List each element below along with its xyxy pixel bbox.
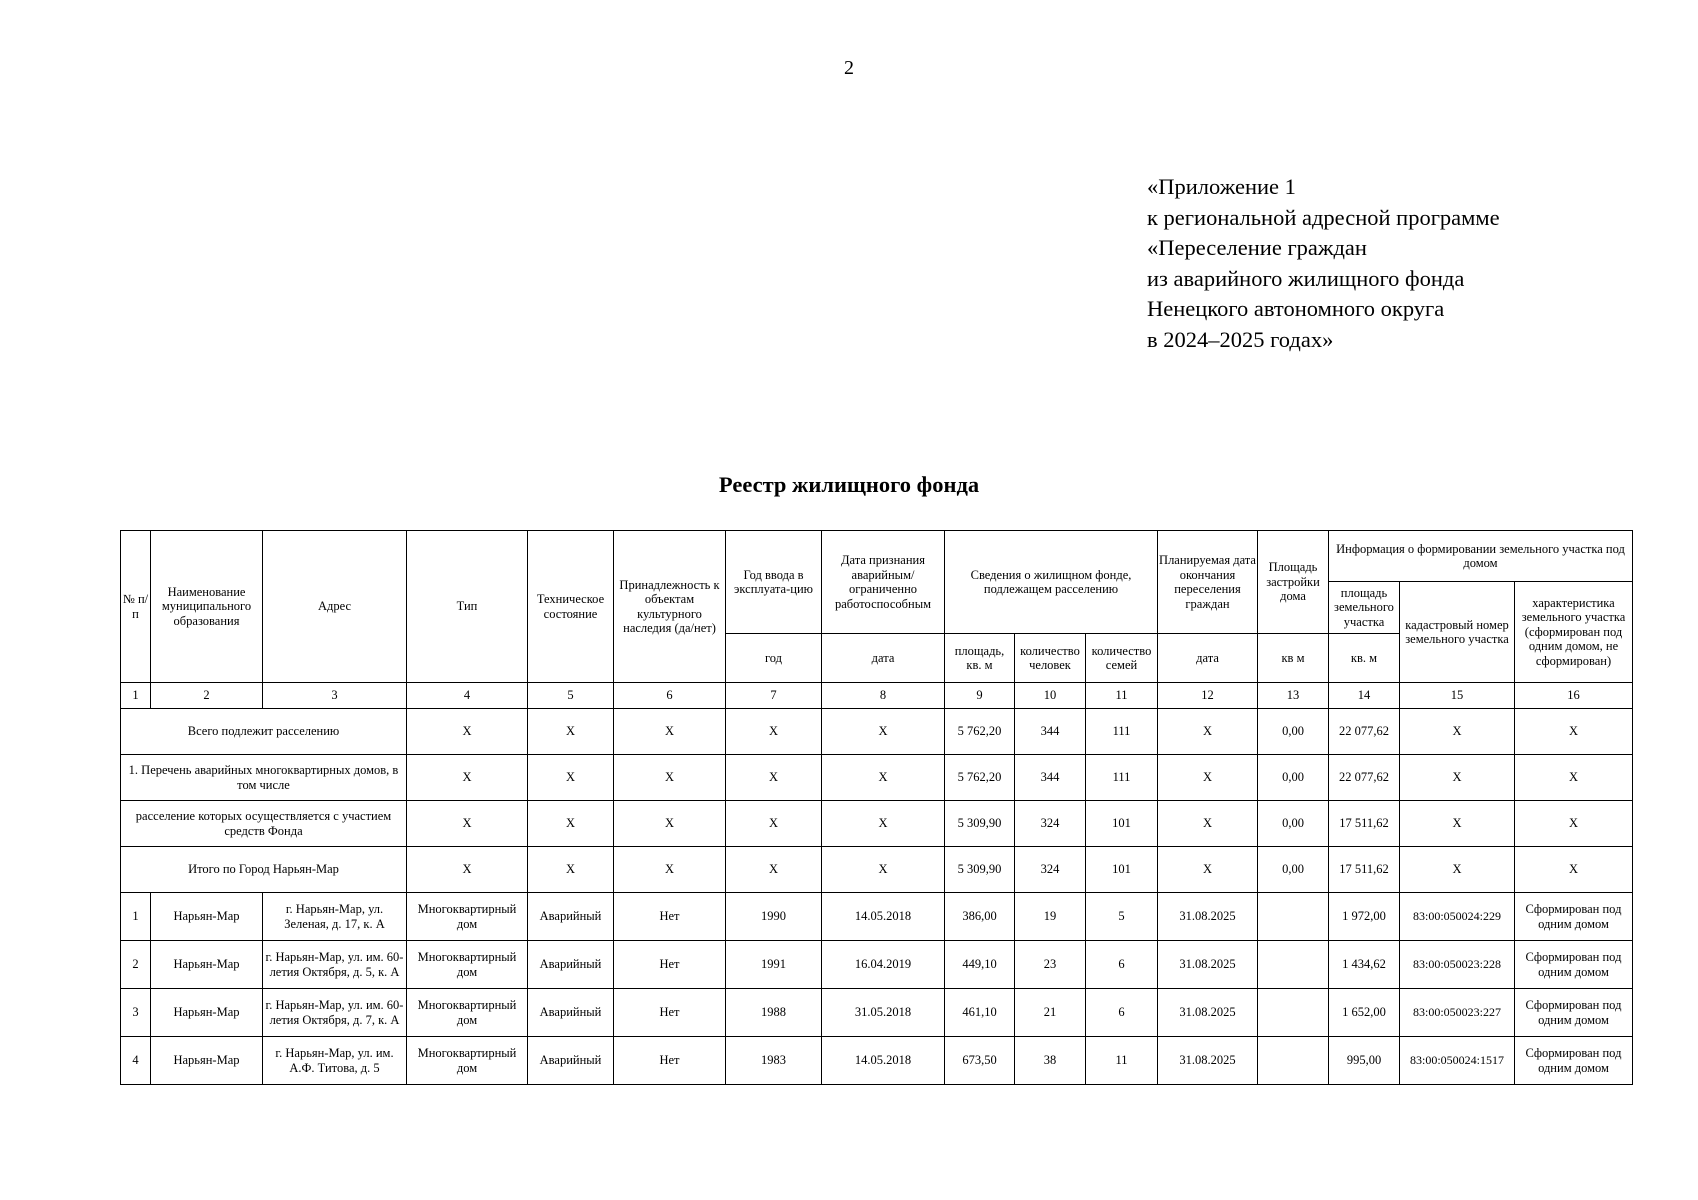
table-row [121, 941, 1633, 989]
row-date: 14.05.2018 [822, 1037, 945, 1085]
summary-cell: X [528, 709, 614, 755]
header-heritage: Принадлежность к объектам культурного наследия (да/нет) [614, 531, 726, 683]
table-row [121, 893, 1633, 941]
header-emergency-date-unit: дата [822, 634, 945, 683]
row-building-area [1258, 941, 1329, 989]
column-number: 12 [1158, 683, 1258, 709]
header-condition: Техническое состояние [528, 531, 614, 683]
table-body [121, 709, 1633, 1085]
summary-cell: 101 [1086, 847, 1158, 893]
summary-cell: 0,00 [1258, 755, 1329, 801]
summary-cell: X [1158, 755, 1258, 801]
summary-label: Всего подлежит расселению [121, 709, 407, 755]
column-number: 16 [1515, 683, 1633, 709]
column-number: 11 [1086, 683, 1158, 709]
row-address: г. Нарьян-Мар, ул. им. А.Ф. Титова, д. 5 [263, 1037, 407, 1085]
row-municipality: Нарьян-Мар [151, 893, 263, 941]
summary-cell: X [407, 801, 528, 847]
header-people: количество человек [1015, 634, 1086, 683]
summary-cell: X [726, 755, 822, 801]
row-people: 21 [1015, 989, 1086, 1037]
row-area: 449,10 [945, 941, 1015, 989]
row-municipality: Нарьян-Мар [151, 941, 263, 989]
appendix-caption [1147, 172, 1500, 355]
row-land-char: Сформирован под одним домом [1515, 1037, 1633, 1085]
column-number: 6 [614, 683, 726, 709]
column-number: 4 [407, 683, 528, 709]
summary-cell: 17 511,62 [1329, 801, 1400, 847]
row-address: г. Нарьян-Мар, ул. им. 60-летия Октября, д. 7, к. А [263, 989, 407, 1037]
row-building-area [1258, 989, 1329, 1037]
document-title: Реестр жилищного фонда [718, 472, 980, 497]
row-condition: Аварийный [528, 941, 614, 989]
housing-registry-table [120, 530, 1633, 1085]
summary-cell: 22 077,62 [1329, 709, 1400, 755]
row-planned: 31.08.2025 [1158, 893, 1258, 941]
row-date: 14.05.2018 [822, 893, 945, 941]
summary-cell: X [407, 709, 528, 755]
summary-cell: X [1515, 709, 1633, 755]
row-condition: Аварийный [528, 989, 614, 1037]
row-planned: 31.08.2025 [1158, 989, 1258, 1037]
header-type: Тип [407, 531, 528, 683]
summary-cell: 22 077,62 [1329, 755, 1400, 801]
row-municipality: Нарьян-Мар [151, 1037, 263, 1085]
column-number: 2 [151, 683, 263, 709]
row-date: 31.05.2018 [822, 989, 945, 1037]
header-planned-date: Планируемая дата окончания переселения граждан [1158, 531, 1258, 634]
summary-cell: X [1515, 801, 1633, 847]
row-cadastral: 83:00:050024:1517 [1400, 1037, 1515, 1085]
header-land-info: Информация о формировании земельного участка под домом [1329, 531, 1633, 582]
column-number: 8 [822, 683, 945, 709]
column-number: 10 [1015, 683, 1086, 709]
row-condition: Аварийный [528, 1037, 614, 1085]
summary-row [121, 755, 1633, 801]
appendix-line: «Переселение граждан [1147, 235, 1367, 260]
summary-cell: 111 [1086, 755, 1158, 801]
summary-cell: X [726, 801, 822, 847]
summary-cell: X [1400, 801, 1515, 847]
row-cadastral: 83:00:050024:229 [1400, 893, 1515, 941]
summary-cell: X [614, 755, 726, 801]
summary-cell: X [1158, 801, 1258, 847]
table-header [121, 531, 1633, 709]
row-families: 11 [1086, 1037, 1158, 1085]
header-area: площадь, кв. м [945, 634, 1015, 683]
header-num: № п/п [121, 531, 151, 683]
summary-cell: X [528, 801, 614, 847]
header-building-area: Площадь застройки дома [1258, 531, 1329, 634]
row-land-char: Сформирован под одним домом [1515, 893, 1633, 941]
summary-row [121, 801, 1633, 847]
column-number: 3 [263, 683, 407, 709]
row-num: 1 [121, 893, 151, 941]
summary-cell: X [614, 847, 726, 893]
summary-cell: X [1158, 847, 1258, 893]
summary-cell: X [1515, 755, 1633, 801]
column-number: 1 [121, 683, 151, 709]
summary-label: Итого по Город Нарьян-Мар [121, 847, 407, 893]
summary-cell: 344 [1015, 709, 1086, 755]
row-cadastral: 83:00:050023:227 [1400, 989, 1515, 1037]
row-type: Многоквартирный дом [407, 1037, 528, 1085]
summary-cell: 101 [1086, 801, 1158, 847]
summary-cell: X [1515, 847, 1633, 893]
row-building-area [1258, 893, 1329, 941]
summary-cell: X [822, 801, 945, 847]
summary-cell: 17 511,62 [1329, 847, 1400, 893]
appendix-line: Ненецкого автономного округа [1147, 296, 1445, 321]
summary-cell: 5 762,20 [945, 709, 1015, 755]
summary-cell: 0,00 [1258, 709, 1329, 755]
summary-cell: X [1400, 847, 1515, 893]
column-number: 9 [945, 683, 1015, 709]
appendix-line: к региональной адресной программе [1147, 204, 1500, 230]
row-land-area: 1 972,00 [1329, 893, 1400, 941]
row-land-area: 1 434,62 [1329, 941, 1400, 989]
summary-cell: 0,00 [1258, 801, 1329, 847]
summary-cell: X [822, 847, 945, 893]
row-land-char: Сформирован под одним домом [1515, 941, 1633, 989]
row-heritage: Нет [614, 989, 726, 1037]
row-type: Многоквартирный дом [407, 941, 528, 989]
summary-cell: X [407, 755, 528, 801]
summary-cell: X [726, 709, 822, 755]
header-families: количество семей [1086, 634, 1158, 683]
row-planned: 31.08.2025 [1158, 1037, 1258, 1085]
row-heritage: Нет [614, 1037, 726, 1085]
summary-label: расселение которых осуществляется с участием средств Фонда [121, 801, 407, 847]
appendix-line: «Приложение 1 [1147, 174, 1296, 199]
summary-row [121, 847, 1633, 893]
column-number: 5 [528, 683, 614, 709]
row-num: 2 [121, 941, 151, 989]
row-people: 19 [1015, 893, 1086, 941]
row-land-char: Сформирован под одним домом [1515, 989, 1633, 1037]
summary-cell: 111 [1086, 709, 1158, 755]
row-type: Многоквартирный дом [407, 893, 528, 941]
table-row [121, 1037, 1633, 1085]
summary-cell: 5 309,90 [945, 847, 1015, 893]
summary-cell: X [614, 709, 726, 755]
summary-cell: X [1158, 709, 1258, 755]
row-type: Многоквартирный дом [407, 989, 528, 1037]
row-families: 5 [1086, 893, 1158, 941]
row-municipality: Нарьян-Мар [151, 989, 263, 1037]
summary-cell: 5 762,20 [945, 755, 1015, 801]
row-condition: Аварийный [528, 893, 614, 941]
summary-cell: X [407, 847, 528, 893]
row-date: 16.04.2019 [822, 941, 945, 989]
appendix-line: из аварийного жилищного фонда [1147, 265, 1465, 291]
column-number: 14 [1329, 683, 1400, 709]
header-year-unit: год [726, 634, 822, 683]
header-address: Адрес [263, 531, 407, 683]
header-building-area-unit: кв м [1258, 634, 1329, 683]
summary-row [121, 709, 1633, 755]
row-heritage: Нет [614, 893, 726, 941]
summary-cell: X [822, 709, 945, 755]
row-building-area [1258, 1037, 1329, 1085]
header-planned-date-unit: дата [1158, 634, 1258, 683]
column-number: 15 [1400, 683, 1515, 709]
summary-cell: X [614, 801, 726, 847]
row-area: 673,50 [945, 1037, 1015, 1085]
row-address: г. Нарьян-Мар, ул. Зеленая, д. 17, к. А [263, 893, 407, 941]
table-row [121, 989, 1633, 1037]
header-land-char: характеристика земельного участка (сформирован под одним домом, не сформирован) [1515, 582, 1633, 683]
row-address: г. Нарьян-Мар, ул. им. 60-летия Октября, д. 5, к. А [263, 941, 407, 989]
row-num: 3 [121, 989, 151, 1037]
row-area: 461,10 [945, 989, 1015, 1037]
header-cadastral: кадастровый номер земельного участка [1400, 582, 1515, 683]
summary-cell: 5 309,90 [945, 801, 1015, 847]
summary-cell: X [528, 755, 614, 801]
header-housing-info: Сведения о жилищном фонде, подлежащем расселению [945, 531, 1158, 634]
row-families: 6 [1086, 989, 1158, 1037]
summary-cell: 0,00 [1258, 847, 1329, 893]
summary-cell: X [528, 847, 614, 893]
page-number: 2 [844, 57, 854, 79]
header-land-area: площадь земельного участка [1329, 582, 1400, 634]
summary-cell: X [1400, 755, 1515, 801]
column-number: 7 [726, 683, 822, 709]
row-planned: 31.08.2025 [1158, 941, 1258, 989]
summary-label: 1. Перечень аварийных многоквартирных домов, в том числе [121, 755, 407, 801]
summary-cell: 324 [1015, 847, 1086, 893]
row-year: 1991 [726, 941, 822, 989]
row-area: 386,00 [945, 893, 1015, 941]
row-land-area: 995,00 [1329, 1037, 1400, 1085]
row-year: 1988 [726, 989, 822, 1037]
row-num: 4 [121, 1037, 151, 1085]
row-people: 38 [1015, 1037, 1086, 1085]
summary-cell: X [726, 847, 822, 893]
header-municipality: Наименование муниципального образования [151, 531, 263, 683]
row-year: 1983 [726, 1037, 822, 1085]
row-year: 1990 [726, 893, 822, 941]
row-cadastral: 83:00:050023:228 [1400, 941, 1515, 989]
header-year-in-use: Год ввода в эксплуата-цию [726, 531, 822, 634]
row-heritage: Нет [614, 941, 726, 989]
appendix-line: в 2024–2025 годах» [1147, 326, 1334, 352]
summary-cell: 324 [1015, 801, 1086, 847]
column-number: 13 [1258, 683, 1329, 709]
summary-cell: 344 [1015, 755, 1086, 801]
header-emergency-date: Дата признания аварийным/ ограниченно работоспособным [822, 531, 945, 634]
summary-cell: X [822, 755, 945, 801]
row-families: 6 [1086, 941, 1158, 989]
summary-cell: X [1400, 709, 1515, 755]
header-land-area-unit: кв. м [1329, 634, 1400, 683]
row-land-area: 1 652,00 [1329, 989, 1400, 1037]
row-people: 23 [1015, 941, 1086, 989]
